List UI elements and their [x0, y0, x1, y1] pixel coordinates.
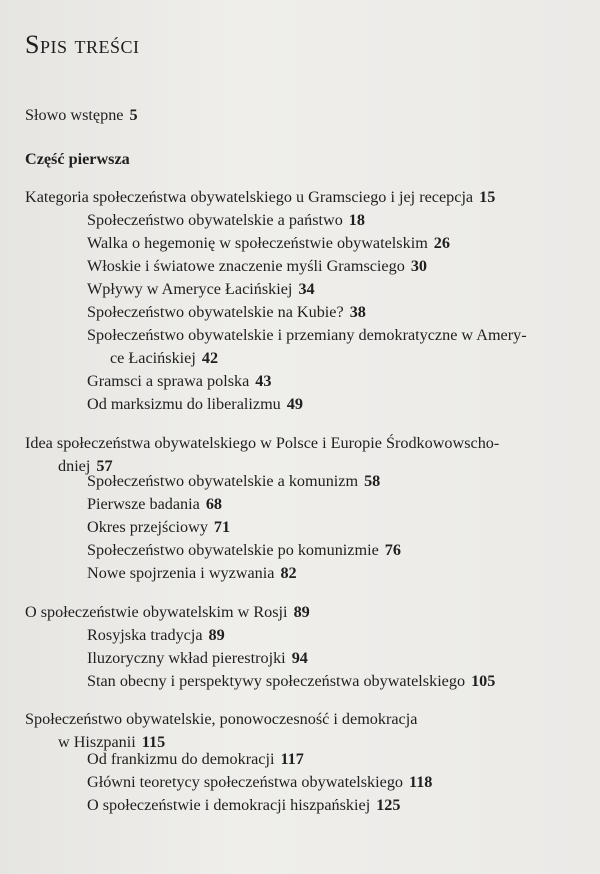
entry-page: 26 [433, 234, 450, 252]
toc-entry [87, 303, 366, 322]
chapter-page: 89 [293, 603, 310, 621]
entry-text: Społeczeństwo obywatelskie a państwo [87, 211, 343, 229]
toc-entry-line2 [110, 349, 218, 368]
entry-page: 105 [471, 672, 496, 690]
chapter-page: 57 [96, 457, 113, 475]
entry-text: Od frankizmu do demokracji [87, 750, 275, 768]
entry-text: Społeczeństwo obywatelskie po komunizmie [87, 541, 379, 559]
toc-entry [87, 796, 400, 815]
entry-page: 34 [298, 280, 315, 298]
chapter-title: O społeczeństwie obywatelskim w Rosji [25, 603, 288, 621]
toc-entry [87, 564, 297, 583]
entry-text: Rosyjska tradycja [87, 626, 203, 644]
toc-entry [87, 750, 304, 769]
entry-page: 71 [213, 518, 231, 536]
toc-entry [87, 541, 401, 560]
entry-page: 118 [409, 773, 433, 791]
entry-page: 38 [349, 303, 366, 321]
chapter-heading [25, 188, 495, 207]
entry-page: 89 [208, 626, 225, 644]
entry-text: ce Łacińskiej [110, 349, 196, 367]
chapter-title: dniej [58, 457, 91, 475]
entry-text: Społeczeństwo obywatelskie a komunizm [87, 472, 359, 490]
entry-page: 94 [291, 649, 308, 667]
toc-entry [87, 672, 495, 691]
chapter-page: 115 [141, 733, 166, 751]
toc-entry [87, 395, 303, 414]
chapter-title: Kategoria społeczeństwa obywatelskiego u Gramsciego i jej recepcja [25, 188, 474, 206]
toc-entry [87, 211, 365, 230]
toc-entry [87, 257, 427, 276]
entry-text: Walka o hegemonię w społeczeństwie obywatelskim [87, 234, 428, 252]
entry-page: 43 [255, 372, 272, 390]
entry-page: 82 [280, 564, 297, 582]
toc-entry-line1: Społeczeństwo obywatelskie i przemiany demokratyczne w Amery- [87, 326, 527, 344]
entry-page: 30 [410, 257, 427, 275]
entry-text: Iluzoryczny wkład pierestrojki [87, 649, 286, 667]
entry-page: 49 [286, 395, 303, 413]
toc-entry [87, 234, 450, 253]
toc-entry [87, 495, 222, 514]
entry-text: Nowe spojrzenia i wyzwania [87, 564, 275, 582]
chapter-page: 15 [479, 188, 496, 206]
entry-text: Pierwsze badania [87, 495, 200, 513]
entry-text: Słowo wstępne [25, 106, 124, 124]
entry-page: 68 [205, 495, 223, 513]
toc-entry [87, 372, 271, 391]
toc-entry [87, 280, 315, 299]
chapter-title: w Hiszpanii [58, 733, 136, 751]
entry-text: Wpływy w Ameryce Łacińskiej [87, 280, 293, 298]
entry-page: 76 [384, 541, 401, 559]
entry-text: Stan obecny i perspektywy społeczeństwa obywatelskiego [87, 672, 466, 690]
toc-entry-intro [25, 106, 138, 125]
entry-page: 5 [129, 106, 138, 124]
part-heading: Część pierwsza [25, 150, 130, 168]
toc-entry [87, 472, 380, 491]
entry-page: 42 [201, 349, 219, 367]
toc-entry [87, 518, 230, 537]
entry-text: Okres przejściowy [87, 518, 208, 536]
chapter-heading-line1: Idea społeczeństwa obywatelskiego w Polsce i Europie Środkowowscho- [25, 434, 500, 452]
entry-page: 117 [280, 750, 304, 768]
chapter-heading-line1: Społeczeństwo obywatelskie, ponowoczesność i demokracja [25, 710, 418, 728]
page-title: Spis treści [25, 30, 140, 59]
entry-page: 18 [348, 211, 365, 229]
entry-page: 58 [364, 472, 381, 490]
entry-text: Społeczeństwo obywatelskie na Kubie? [87, 303, 344, 321]
toc-entry [87, 626, 225, 645]
entry-text: Główni teoretycy społeczeństwa obywatelskiego [87, 773, 404, 791]
entry-page: 125 [376, 796, 401, 814]
chapter-heading [25, 603, 310, 622]
entry-text: Włoskie i światowe znaczenie myśli Gramsciego [87, 257, 405, 275]
entry-text: O społeczeństwie i demokracji hiszpańskiej [87, 796, 371, 814]
entry-text: Gramsci a sprawa polska [87, 372, 250, 390]
toc-entry [87, 773, 432, 792]
entry-text: Od marksizmu do liberalizmu [87, 395, 281, 413]
toc-entry [87, 649, 308, 668]
